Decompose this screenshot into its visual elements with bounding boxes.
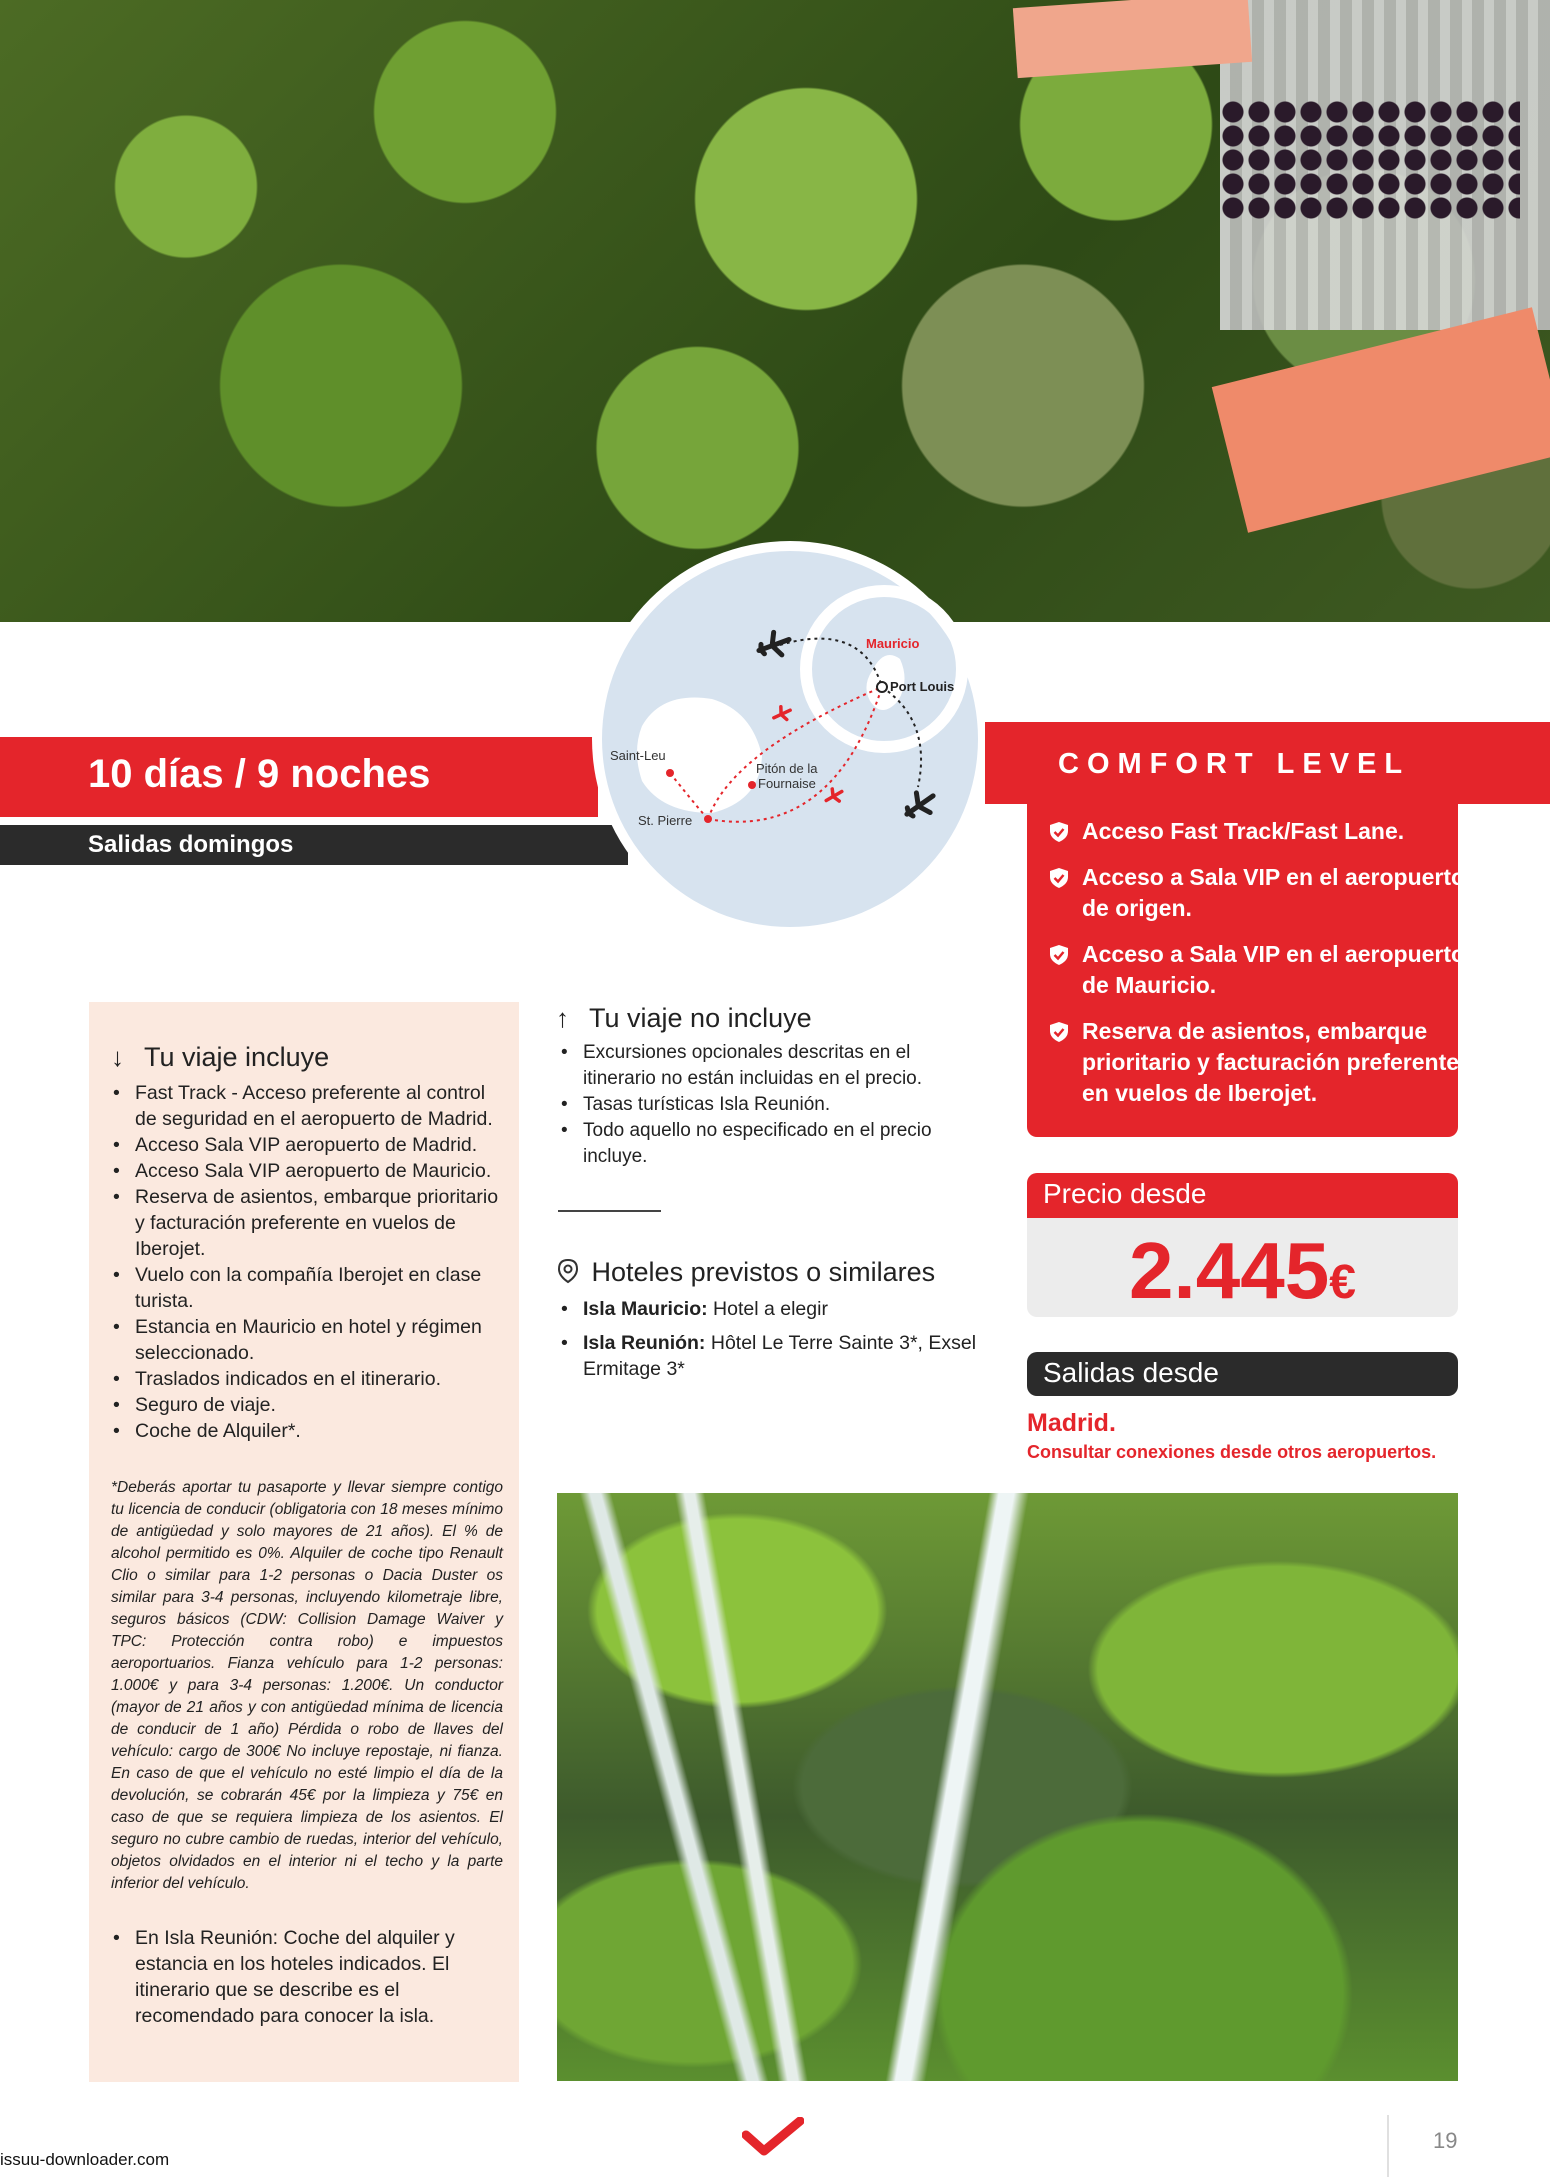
footer-divider [1387,2115,1389,2177]
piton-point [748,781,756,789]
list-item: • Seguro de viaje. [111,1392,511,1418]
list-item [559,1330,999,1382]
comfort-item-text: Acceso Fast Track/Fast Lane. [1082,818,1405,844]
price-currency: € [1329,1256,1356,1309]
price-value [1027,1225,1458,1317]
saint-leu-point [666,769,674,777]
list-item: • Tasas turísticas Isla Reunión. [559,1092,979,1118]
comfort-item [1048,1016,1482,1109]
comfort-item-text: Reserva de asientos, embarque prioritario y facturación preferente en vuelos de Iberojet. [1082,1018,1460,1106]
plane-icon [823,785,846,806]
shield-check-icon [1048,1021,1070,1043]
st-pierre-point [704,815,712,823]
includes-title [111,1042,329,1073]
map-label-saint-leu: Saint-Leu [610,748,666,763]
plane-icon [771,704,793,724]
port-louis-point [877,682,887,692]
plane-icon [755,628,793,661]
arrow-up-icon: ↑ [556,1003,569,1033]
list-item: • Acceso Sala VIP aeropuerto de Mauricio. [111,1158,511,1184]
hotel-name: Hotel a elegir [713,1298,828,1320]
list-item [559,1296,999,1322]
brand-logo [742,2117,804,2157]
departures-from-label: Salidas desde [1043,1357,1219,1388]
price-label: Precio desde [1043,1178,1207,1209]
includes-title-text: Tu viaje incluye [144,1042,330,1072]
waterfall-photo [557,1493,1458,2081]
excludes-title [556,1003,812,1034]
comfort-level-title: COMFORT LEVEL [1058,748,1411,780]
comfort-item [1048,939,1482,1001]
list-item: • Fast Track - Acceso preferente al control de seguridad en el aeropuerto de Madrid. [111,1080,511,1132]
map-label-piton: Pitón de la [756,761,818,776]
hotel-place: Isla Mauricio: [583,1298,708,1320]
trip-duration: 10 días / 9 noches [88,752,431,796]
price-tag-graphic [1212,307,1550,532]
hero-photo-artichokes [0,0,1550,622]
hotels-title [556,1257,935,1288]
includes-extra-list [111,1925,491,2029]
route-map-drawing [602,551,978,927]
map-label-fournaise: Fournaise [758,776,816,791]
shield-check-icon [1048,944,1070,966]
list-item: • En Isla Reunión: Coche del alquiler y estancia en los hoteles indicados. El itinerario que se describe es el recomendado para conocer la isla. [111,1925,491,2029]
comfort-item [1048,862,1482,924]
hotel-place: Isla Reunión: [583,1332,706,1354]
trip-departures: Salidas domingos [88,831,294,858]
page-number: 19 [1433,2128,1458,2153]
list-item: • Acceso Sala VIP aeropuerto de Madrid. [111,1132,511,1158]
plane-icon [900,786,940,824]
rental-car-note: *Deberás aportar tu pasaporte y llevar siempre contigo tu licencia de conducir (obligatoria con 18 meses mínimo de antigüedad y solo mayores de 21 años). El % de alcohol permitido es 0%. Alquiler de coche tipo Renault Clio o similar para 1-2 personas o Dacia Duster os similar para 3-4 personas, incluyendo kilometraje libre, seguros básicos (CDW: Collision Damage Waiver y TPC: Protección contra robo) e impuestos aeroportuarios. Fianza vehículo para 1-2 personas: 1.000€ y para 3-4 personas: 1.200€. Un conductor (mayor de 21 años y con antigüedad mínima de licencia de conducir de 1 año) Pérdida o robo de llaves del vehículo: cargo de 300€ No incluye repostaje, ni fianza. En caso de que el vehículo no esté limpio el día de la devolución, se cobrarán 45€ por la limpieza y 75€ en caso de que se requiera limpieza de los asientos. El seguro no cubre cambio de ruedas, interior del vehículo, objetos olvidados en el interior ni el techo y la parte inferior del vehículo. [111,1479,503,1892]
list-item: • Estancia en Mauricio en hotel y régimen seleccionado. [111,1314,511,1366]
includes-list [111,1080,511,1444]
location-pin-icon [556,1258,580,1284]
list-item: • Todo aquello no especificado en el precio incluye. [559,1118,979,1170]
price-amount: 2.445 [1129,1226,1330,1315]
shield-check-icon [1048,867,1070,889]
map-label-st-pierre: St. Pierre [638,813,693,828]
map-label-port-louis: Port Louis [890,679,955,694]
list-item: • Coche de Alquiler*. [111,1418,511,1444]
list-item: • Vuelo con la compañía Iberojet en clase turista. [111,1262,511,1314]
list-item: • Excursiones opcionales descritas en el itinerario no están incluidas en el precio. [559,1040,979,1092]
list-item: • Traslados indicados en el itinerario. [111,1366,511,1392]
departure-note: Consultar conexiones desde otros aeropuertos. [1027,1442,1437,1462]
hotel-name: Hôtel Le Terre Sainte 3*, Exsel Ermitage 3* [583,1332,977,1380]
excludes-title-text: Tu viaje no incluye [589,1003,812,1033]
watermark-text: issuu-downloader.com [0,2150,173,2170]
comfort-item-text: Acceso a Sala VIP en el aeropuerto de Mauricio. [1082,941,1466,998]
hotels-title-text: Hoteles previstos o similares [591,1257,936,1287]
comfort-item-text: Acceso a Sala VIP en el aeropuerto de origen. [1082,864,1466,921]
arrow-down-icon: ↓ [111,1042,124,1072]
comfort-item [1048,816,1482,847]
departure-city: Madrid. [1027,1409,1116,1437]
shield-check-icon [1048,821,1070,843]
price-tag-graphic [1013,0,1252,78]
excludes-list [559,1040,979,1170]
section-divider [558,1210,661,1212]
olives-graphic [1220,100,1520,220]
list-item: • Reserva de asientos, embarque prioritario y facturación preferente en vuelos de Iberojet. [111,1184,511,1262]
map-label-mauricio: Mauricio [866,636,920,651]
hotels-list [559,1296,999,1382]
